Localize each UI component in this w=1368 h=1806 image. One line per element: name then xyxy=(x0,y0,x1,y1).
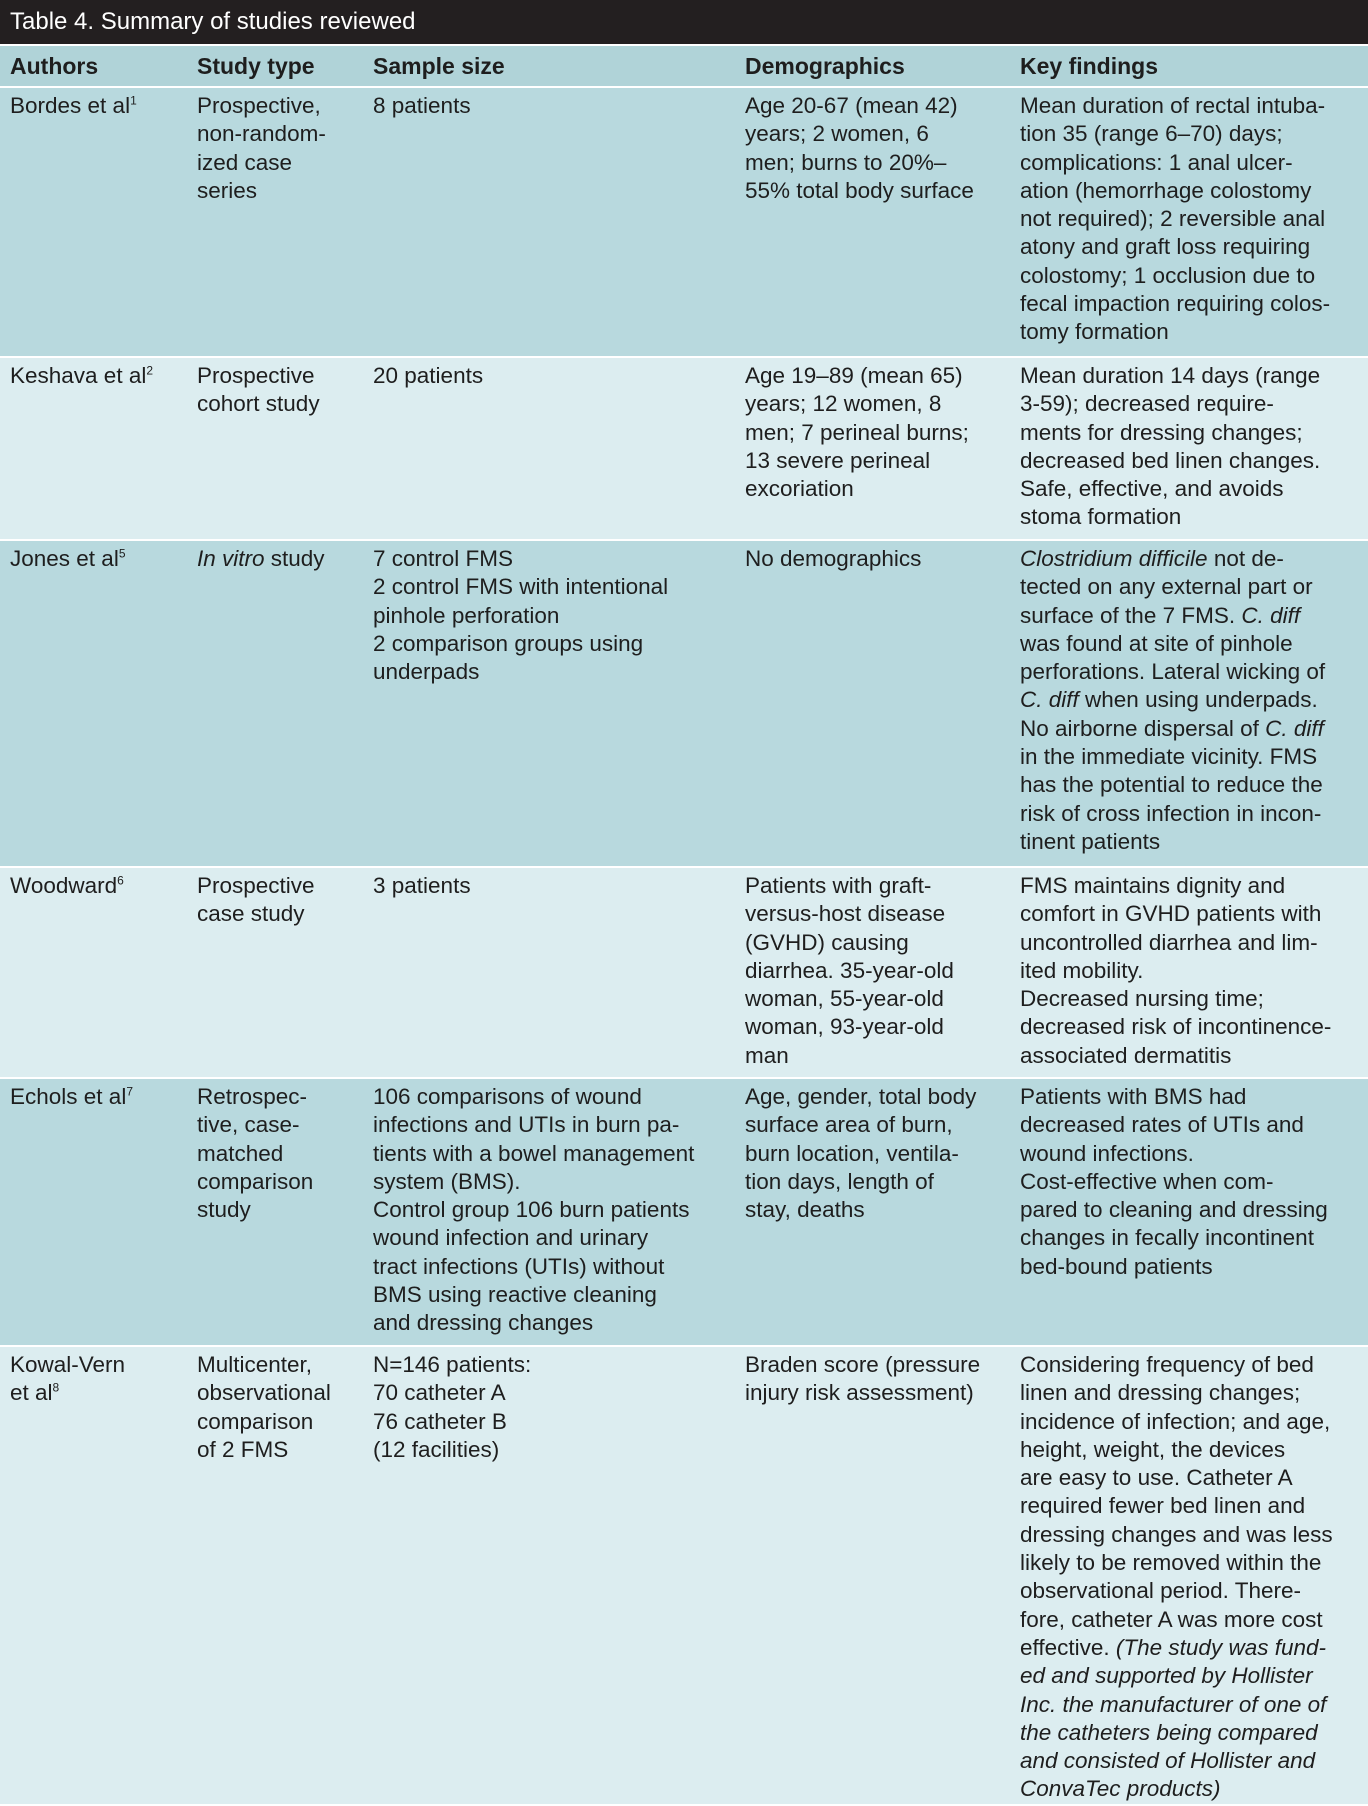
text-line: series xyxy=(197,177,258,203)
text-line: excoriation xyxy=(745,476,854,502)
text-line: of 2 FMS xyxy=(197,1436,289,1462)
text-line: dressing changes and was less xyxy=(1020,1521,1333,1547)
text-line: decreased risk of incontinence- xyxy=(1020,1014,1332,1040)
text-line xyxy=(1020,743,1364,771)
text-run: has the potential to reduce the xyxy=(1020,772,1323,798)
text-line: non-random- xyxy=(197,121,326,147)
text-line xyxy=(1020,828,1364,856)
text-run: C. diff xyxy=(1020,687,1079,713)
text-line: and dressing changes xyxy=(373,1310,594,1336)
text-line: 7 control FMS xyxy=(373,546,514,571)
author-name: et al xyxy=(10,1380,53,1406)
text-line: injury risk assessment) xyxy=(745,1380,974,1406)
text-line xyxy=(1020,715,1364,743)
text-line: Patients with BMS had xyxy=(1020,1084,1247,1109)
cell-author xyxy=(0,1078,187,1346)
text-line: N=146 patients: xyxy=(373,1352,532,1377)
text-line: colostomy; 1 occlusion due to xyxy=(1020,262,1316,288)
text-line: woman, 93-year-old xyxy=(745,1014,944,1040)
text-line: likely to be removed within the xyxy=(1020,1550,1322,1576)
text-line xyxy=(10,1379,183,1407)
text-line: comparison xyxy=(197,1168,314,1194)
text-line: BMS using reactive cleaning xyxy=(373,1282,657,1308)
text-run: C. diff xyxy=(1241,602,1301,628)
text-line: Inc. the manufacturer of one of xyxy=(1020,1691,1327,1717)
cell-sample-size xyxy=(363,1346,735,1805)
reference-number: 1 xyxy=(130,93,137,108)
header-sample-size: Sample size xyxy=(363,46,735,87)
text-line: stay, deaths xyxy=(745,1197,865,1223)
text-line: Mean duration of rectal intuba- xyxy=(1020,93,1326,118)
text-run: perforations. Lateral wicking of xyxy=(1020,659,1326,685)
reference-number: 8 xyxy=(52,1380,60,1395)
cell-sample-size xyxy=(363,87,735,357)
cell-demographics xyxy=(735,1078,1010,1346)
text-line xyxy=(1020,630,1364,658)
text-line: men; 7 perineal burns; xyxy=(745,419,969,445)
study-type-italic: In vitro xyxy=(197,546,265,571)
text-line: No demographics xyxy=(745,546,922,571)
cell-author xyxy=(0,357,187,540)
text-run: (The study was fund- xyxy=(1115,1634,1326,1660)
text-line: Age 20-67 (mean 42) xyxy=(745,93,958,118)
text-line: atony and graft loss requiring xyxy=(1020,234,1311,260)
header-key-findings: Key findings xyxy=(1010,46,1368,87)
text-line: matched xyxy=(197,1140,284,1166)
text-line: observational xyxy=(197,1380,331,1406)
text-line: Retrospec- xyxy=(197,1084,308,1109)
text-line: Control group 106 burn patients xyxy=(373,1197,690,1223)
text-line: changes in fecally incontinent xyxy=(1020,1225,1314,1251)
text-line: Prospective xyxy=(197,873,315,898)
text-line: 2 control FMS with intentional xyxy=(373,574,669,600)
text-line: comfort in GVHD patients with xyxy=(1020,901,1322,927)
cell-key-findings xyxy=(1010,357,1368,540)
text-run: tected on any external part or xyxy=(1020,574,1313,600)
text-run: risk of cross infection in incon- xyxy=(1020,800,1322,826)
cell-study-type xyxy=(187,867,363,1078)
table-row xyxy=(0,1078,1368,1346)
text-line: are easy to use. Catheter A xyxy=(1020,1465,1293,1491)
studies-table xyxy=(0,46,1368,1806)
cell-study-type xyxy=(187,357,363,540)
author-name: Echols et al xyxy=(10,1084,127,1109)
text-line: bed-bound patients xyxy=(1020,1253,1213,1279)
text-line: infections and UTIs in burn pa- xyxy=(373,1112,680,1138)
cell-sample-size xyxy=(363,540,735,867)
text-line: 55% total body surface xyxy=(745,177,974,203)
text-line: ConvaTec products) xyxy=(1020,1776,1221,1802)
cell-key-findings xyxy=(1010,540,1368,867)
cell-study-type xyxy=(187,87,363,357)
text-line: 8 patients xyxy=(373,93,471,118)
text-run: Clostridium difficile xyxy=(1020,546,1208,571)
cell-demographics xyxy=(735,867,1010,1078)
text-line: associated dermatitis xyxy=(1020,1042,1232,1068)
text-line: Mean duration 14 days (range xyxy=(1020,363,1321,388)
header-study-type: Study type xyxy=(187,46,363,87)
reference-number: 6 xyxy=(117,873,124,888)
text-line: cohort study xyxy=(197,391,320,417)
cell-study-type xyxy=(187,540,363,867)
text-line xyxy=(1020,658,1364,686)
text-line: Decreased nursing time; xyxy=(1020,986,1264,1012)
text-line: surface area of burn, xyxy=(745,1112,953,1138)
text-line: complications: 1 anal ulcer- xyxy=(1020,149,1293,175)
text-line: years; 2 women, 6 xyxy=(745,121,929,147)
text-line: tion 35 (range 6–70) days; xyxy=(1020,121,1283,147)
text-line: versus-host disease xyxy=(745,901,946,927)
text-line: wound infections. xyxy=(1020,1140,1194,1166)
author-name: Bordes et al xyxy=(10,93,131,118)
table-row xyxy=(0,867,1368,1078)
text-line: the catheters being compared xyxy=(1020,1719,1318,1745)
text-run: not de- xyxy=(1207,546,1284,571)
text-line: Multicenter, xyxy=(197,1352,313,1377)
text-line: men; burns to 20%– xyxy=(745,149,947,175)
text-line: tion days, length of xyxy=(745,1168,934,1194)
cell-key-findings xyxy=(1010,1078,1368,1346)
text-line: 3-59); decreased require- xyxy=(1020,391,1274,417)
text-line: fore, catheter A was more cost xyxy=(1020,1606,1323,1632)
text-line: Age 19–89 (mean 65) xyxy=(745,363,963,388)
text-run: was found at site of pinhole xyxy=(1020,630,1293,656)
cell-study-type xyxy=(187,1346,363,1805)
text-line: fecal impaction requiring colos- xyxy=(1020,291,1331,317)
cell-author xyxy=(0,1346,187,1805)
header-authors: Authors xyxy=(0,46,187,87)
author-name: Jones et al xyxy=(10,546,119,571)
text-line xyxy=(1020,545,1364,573)
cell-key-findings xyxy=(1010,1346,1368,1805)
text-run: No airborne dispersal of xyxy=(1020,715,1266,741)
text-line: ments for dressing changes; xyxy=(1020,419,1303,445)
text-line: pared to cleaning and dressing xyxy=(1020,1197,1328,1223)
text-line: case study xyxy=(197,901,305,927)
study-type-text: study xyxy=(264,546,325,571)
cell-sample-size xyxy=(363,357,735,540)
cell-study-type xyxy=(187,1078,363,1346)
text-line: required fewer bed linen and xyxy=(1020,1493,1306,1519)
text-run: surface of the 7 FMS. xyxy=(1020,602,1242,628)
cell-author xyxy=(0,867,187,1078)
text-run: when using underpads. xyxy=(1078,687,1318,713)
text-line: (12 facilities) xyxy=(373,1436,500,1462)
text-line: decreased bed linen changes. xyxy=(1020,447,1321,473)
text-line xyxy=(1020,1634,1364,1662)
text-line: linen and dressing changes; xyxy=(1020,1380,1301,1406)
text-line xyxy=(1020,800,1364,828)
text-line: Considering frequency of bed xyxy=(1020,1352,1314,1377)
text-line xyxy=(1020,771,1364,799)
table-row xyxy=(0,87,1368,357)
text-line: observational period. There- xyxy=(1020,1578,1301,1604)
author-name: Kowal-Vern xyxy=(10,1352,126,1377)
text-line: man xyxy=(745,1042,789,1068)
text-line: decreased rates of UTIs and xyxy=(1020,1112,1304,1138)
cell-key-findings xyxy=(1010,867,1368,1078)
table-row xyxy=(0,1346,1368,1805)
text-line xyxy=(1020,686,1364,714)
table-row xyxy=(0,357,1368,540)
text-line: underpads xyxy=(373,659,480,685)
text-run: tinent patients xyxy=(1020,828,1161,854)
text-line: stoma formation xyxy=(1020,504,1182,530)
text-line: Patients with graft- xyxy=(745,873,932,898)
cell-demographics xyxy=(735,87,1010,357)
cell-sample-size xyxy=(363,1078,735,1346)
header-demographics: Demographics xyxy=(735,46,1010,87)
text-line: ized case xyxy=(197,149,293,175)
text-line: tive, case- xyxy=(197,1112,300,1138)
text-line: study xyxy=(197,1197,251,1223)
author-name: Keshava et al xyxy=(10,363,147,388)
header-row xyxy=(0,46,1368,87)
text-line: 3 patients xyxy=(373,873,471,898)
text-line: Safe, effective, and avoids xyxy=(1020,476,1284,502)
text-line: 20 patients xyxy=(373,363,484,388)
reference-number: 7 xyxy=(126,1084,133,1099)
text-line: years; 12 women, 8 xyxy=(745,391,942,417)
text-line: system (BMS). xyxy=(373,1168,521,1194)
author-name: Woodward xyxy=(10,873,118,898)
text-run: effective. xyxy=(1020,1634,1110,1660)
table-row xyxy=(0,540,1368,867)
text-line: not required); 2 reversible anal xyxy=(1020,206,1326,232)
text-line: Prospective xyxy=(197,363,315,388)
text-line: Cost-effective when com- xyxy=(1020,1168,1274,1194)
cell-author xyxy=(0,540,187,867)
cell-demographics xyxy=(735,1346,1010,1805)
text-line: height, weight, the devices xyxy=(1020,1436,1286,1462)
text-line xyxy=(1020,573,1364,601)
text-line: Prospective, xyxy=(197,93,321,118)
text-line: wound infection and urinary xyxy=(373,1225,649,1251)
cell-demographics xyxy=(735,357,1010,540)
text-run: C. diff xyxy=(1265,715,1324,741)
reference-number: 5 xyxy=(118,546,126,561)
text-line: Braden score (pressure xyxy=(745,1352,981,1377)
text-line: FMS maintains dignity and xyxy=(1020,873,1286,898)
text-line: 13 severe perineal xyxy=(745,447,931,473)
text-line: Age, gender, total body xyxy=(745,1084,977,1109)
text-line: and consisted of Hollister and xyxy=(1020,1748,1316,1774)
text-line: incidence of infection; and age, xyxy=(1020,1408,1331,1434)
text-line: woman, 55-year-old xyxy=(745,986,944,1012)
text-line: burn location, ventila- xyxy=(745,1140,959,1166)
text-line: diarrhea. 35-year-old xyxy=(745,957,954,983)
text-line: comparison xyxy=(197,1408,314,1434)
text-line: (GVHD) causing xyxy=(745,929,909,955)
cell-demographics xyxy=(735,540,1010,867)
text-run: in the immediate vicinity. FMS xyxy=(1020,744,1318,770)
text-line: 2 comparison groups using xyxy=(373,630,644,656)
text-line: ation (hemorrhage colostomy xyxy=(1020,177,1312,203)
text-line: uncontrolled diarrhea and lim- xyxy=(1020,929,1318,955)
text-line: 106 comparisons of wound xyxy=(373,1084,642,1109)
text-line: tomy formation xyxy=(1020,319,1169,345)
text-line xyxy=(1020,602,1364,630)
text-line: tract infections (UTIs) without xyxy=(373,1253,665,1279)
text-line: ed and supported by Hollister xyxy=(1020,1663,1313,1689)
text-line: 70 catheter A xyxy=(373,1380,506,1406)
text-line: pinhole perforation xyxy=(373,602,560,628)
text-line: 76 catheter B xyxy=(373,1408,507,1434)
cell-key-findings xyxy=(1010,87,1368,357)
table-caption: Table 4. Summary of studies reviewed xyxy=(0,0,1368,46)
text-line: tients with a bowel management xyxy=(373,1140,695,1166)
cell-sample-size xyxy=(363,867,735,1078)
text-line: ited mobility. xyxy=(1020,957,1144,983)
reference-number: 2 xyxy=(146,363,154,378)
cell-author xyxy=(0,87,187,357)
